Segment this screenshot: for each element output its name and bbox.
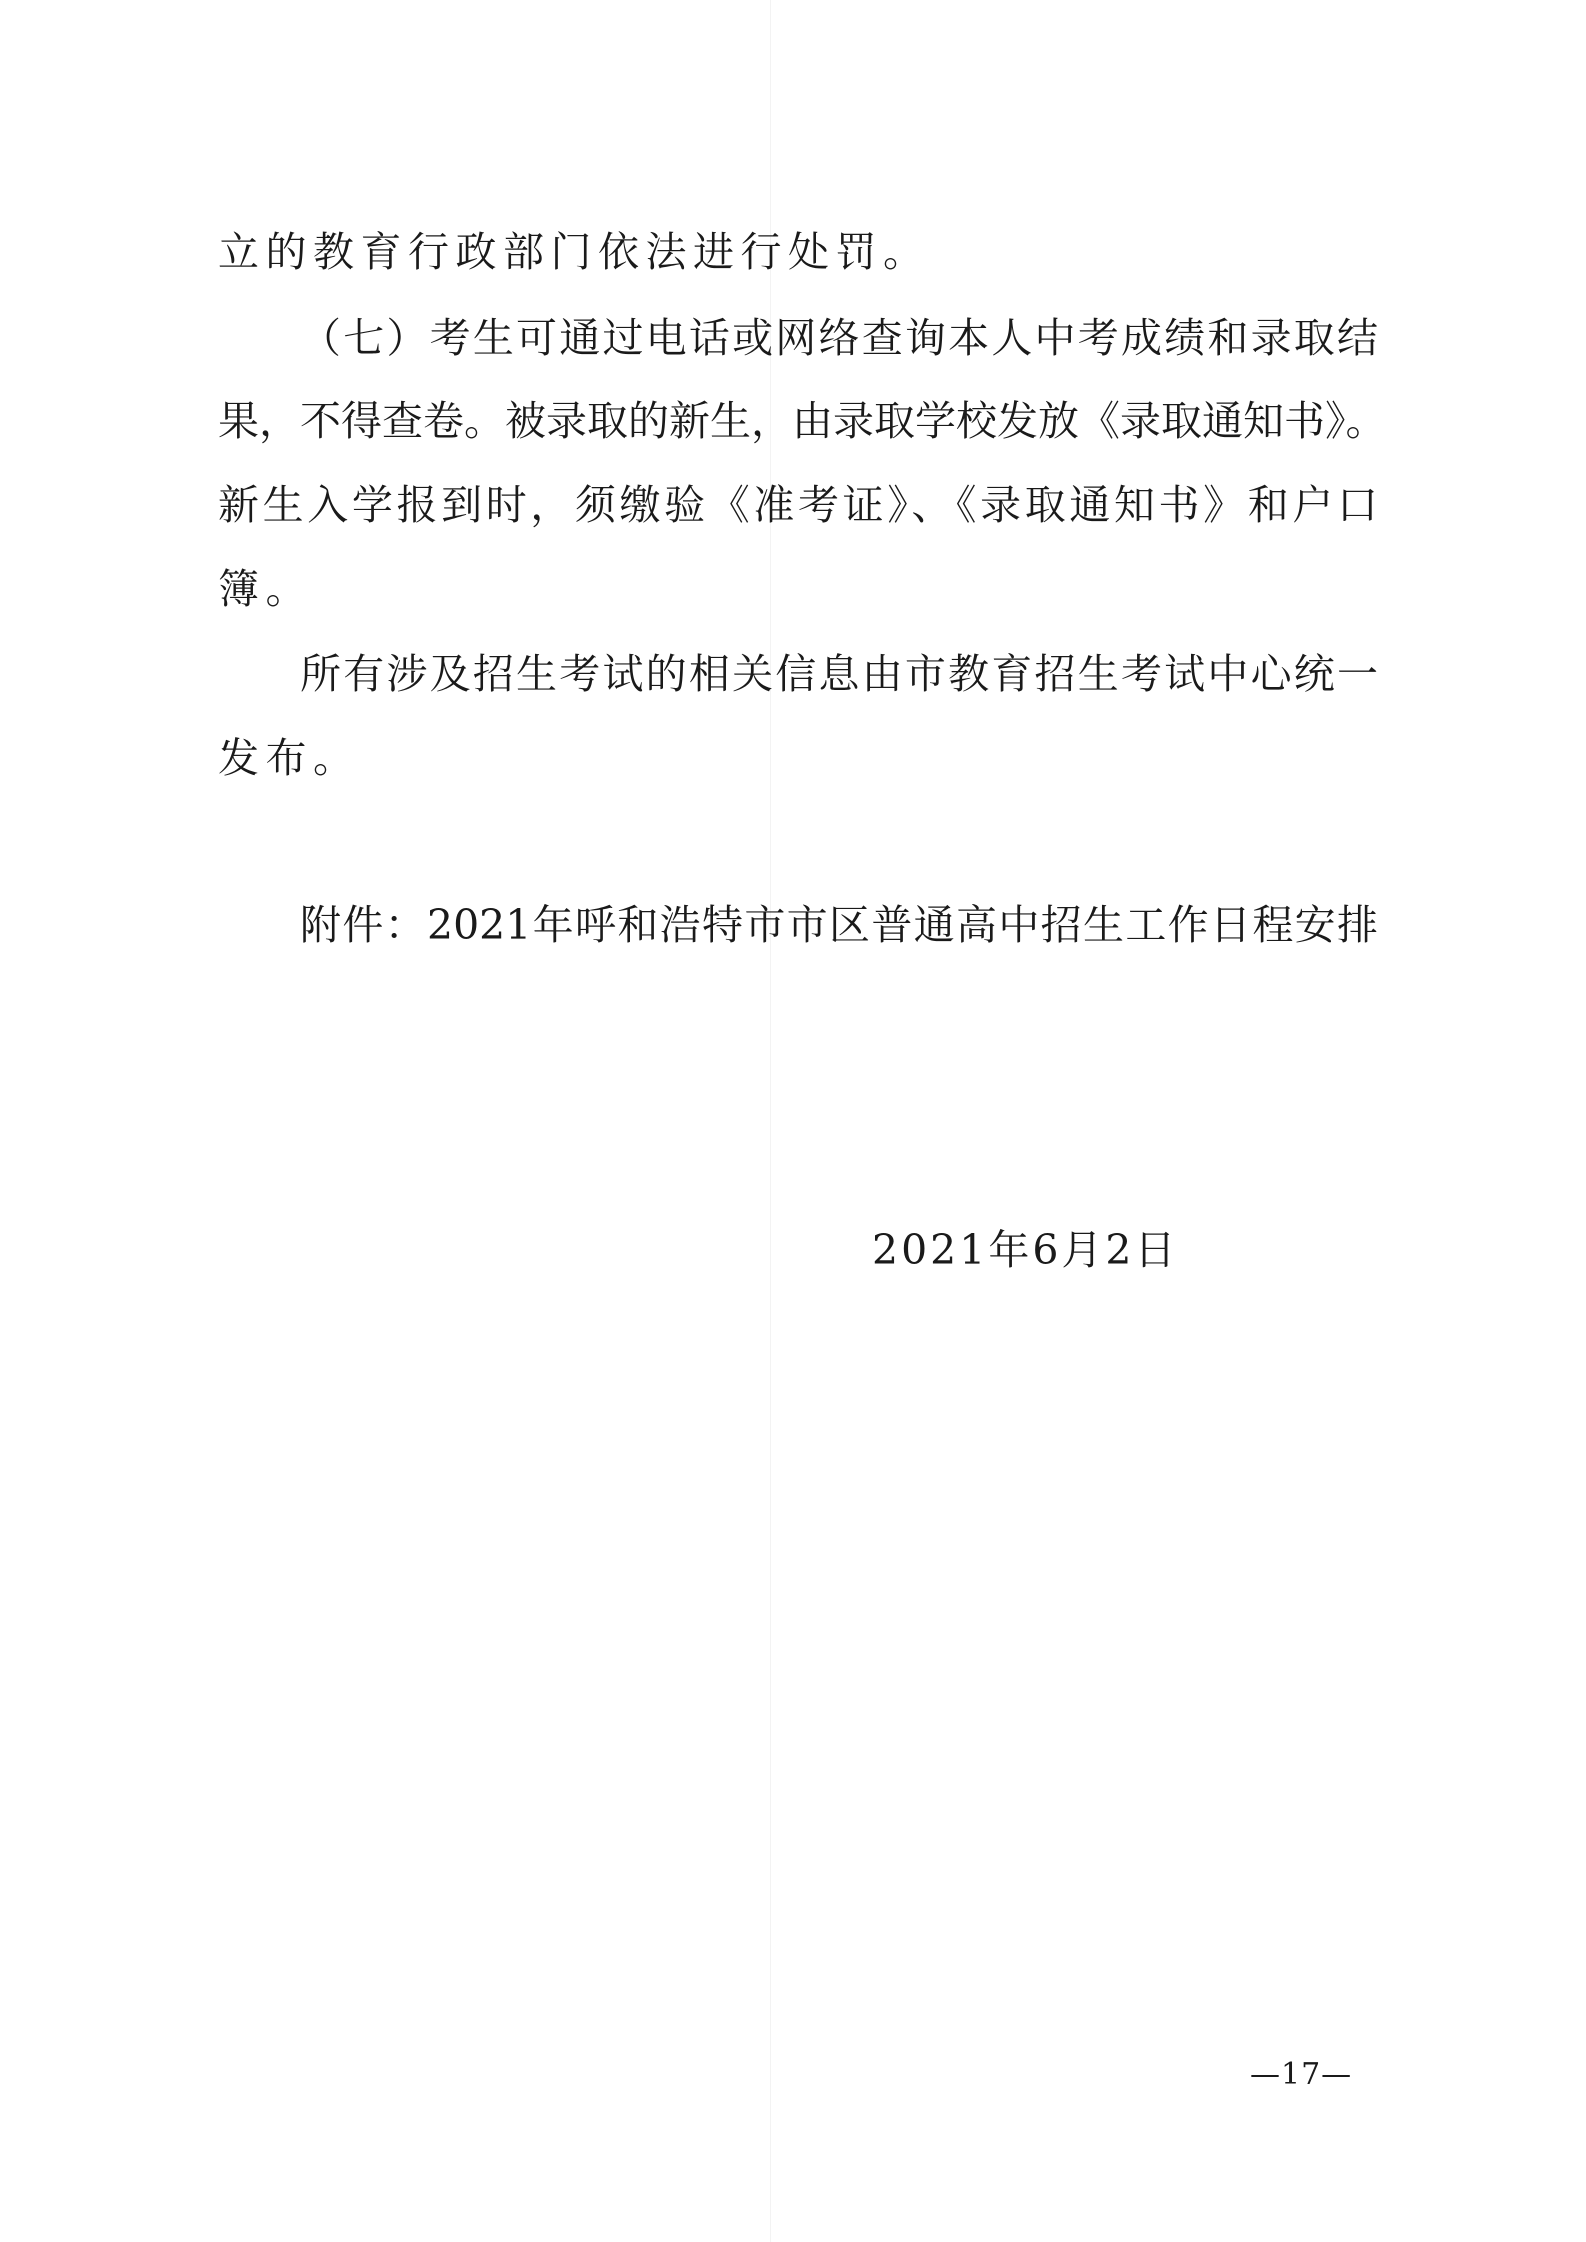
- paragraph-line-4: 新生入学报到时，须缴验《准考证》、《录取通知书》和户口: [218, 481, 1378, 529]
- paragraph-line-2: （七）考生可通过电话或网络查询本人中考成绩和录取结: [300, 314, 1378, 362]
- paragraph-line-6: 所有涉及招生考试的相关信息由市教育招生考试中心统一: [300, 650, 1378, 698]
- paragraph-line-7: 发布。: [218, 734, 361, 782]
- document-date: 2021年6月2日: [872, 1226, 1179, 1274]
- paragraph-line-5: 簿。: [218, 565, 313, 613]
- page-number: —17—: [1250, 2057, 1353, 2092]
- paragraph-line-1: 立的教育行政部门依法进行处罚。: [218, 228, 931, 276]
- attachment-line: 附件：2021年呼和浩特市市区普通高中招生工作日程安排: [300, 901, 1378, 949]
- paragraph-line-3: 果，不得查卷。被录取的新生，由录取学校发放《录取通知书》。: [218, 397, 1387, 445]
